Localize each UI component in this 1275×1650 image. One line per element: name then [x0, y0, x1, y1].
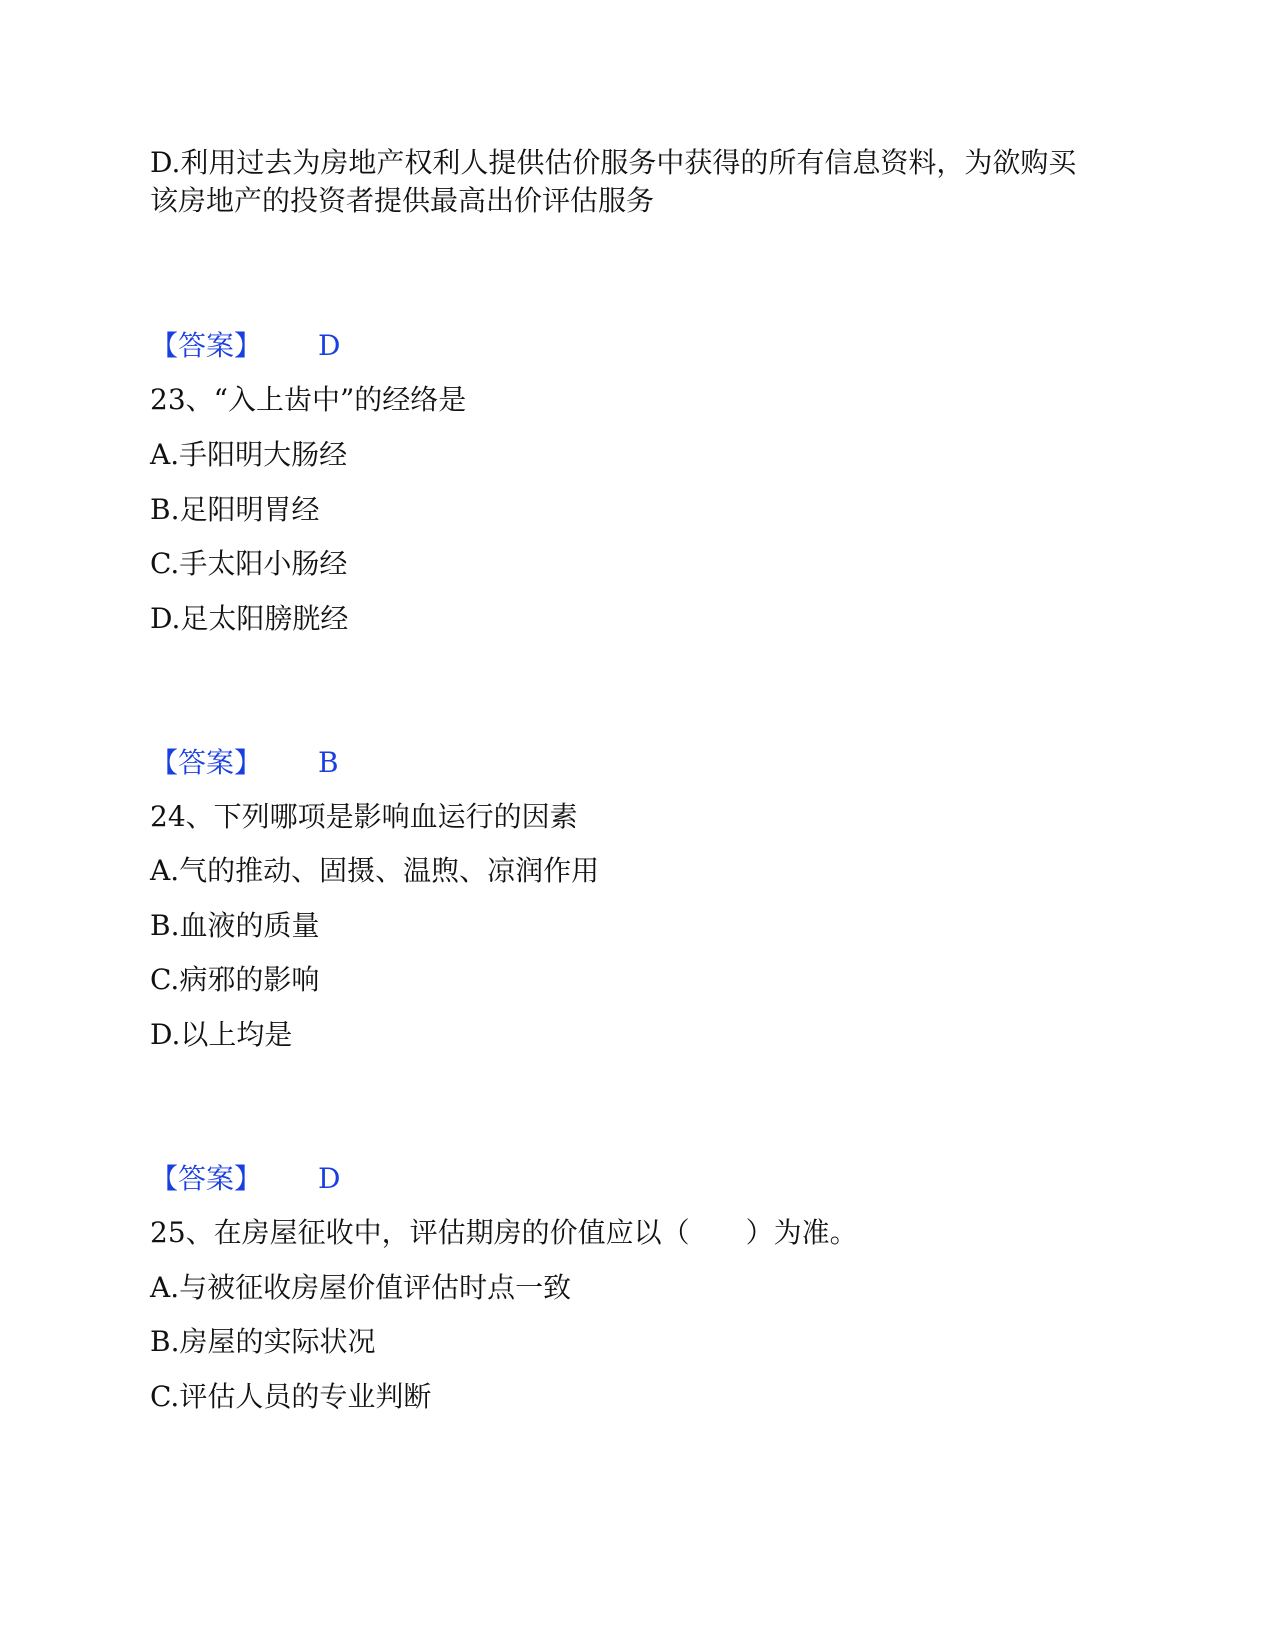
question-stem: 23、“入上齿中”的经络是 [150, 383, 467, 416]
answer-value: D [318, 329, 341, 362]
option-d: D.足太阳膀胱经 [150, 602, 349, 635]
answer-value: D [318, 1162, 341, 1195]
answer-label: 【答案】 [150, 746, 263, 779]
prev-option-d-line2: 该房地产的投资者提供最高出价评估服务 [150, 184, 655, 217]
option-c: C.手太阳小肠经 [150, 547, 348, 580]
option-d: D.以上均是 [150, 1018, 293, 1051]
option-c: C.病邪的影响 [150, 963, 320, 996]
answer-label: 【答案】 [150, 1162, 263, 1195]
option-b: B.足阳明胃经 [150, 493, 320, 526]
prev-option-d-line1: D.利用过去为房地产权利人提供估价服务中获得的所有信息资料，为欲购买 [150, 146, 1077, 179]
answer-row [150, 1159, 340, 1199]
question-stem: 24、下列哪项是影响血运行的因素 [150, 800, 578, 833]
answer-value: B [318, 746, 339, 779]
answer-label: 【答案】 [150, 329, 263, 362]
option-a: A.与被征收房屋价值评估时点一致 [150, 1271, 572, 1304]
answer-row [150, 743, 339, 783]
option-b: B.房屋的实际状况 [150, 1325, 376, 1358]
option-b: B.血液的质量 [150, 909, 320, 942]
option-a: A.气的推动、固摄、温煦、凉润作用 [150, 854, 600, 887]
question-stem: 25、在房屋征收中，评估期房的价值应以（ ）为准。 [150, 1216, 858, 1249]
prev-answer [150, 326, 340, 366]
option-c: C.评估人员的专业判断 [150, 1380, 432, 1413]
option-a: A.手阳明大肠经 [150, 438, 348, 471]
